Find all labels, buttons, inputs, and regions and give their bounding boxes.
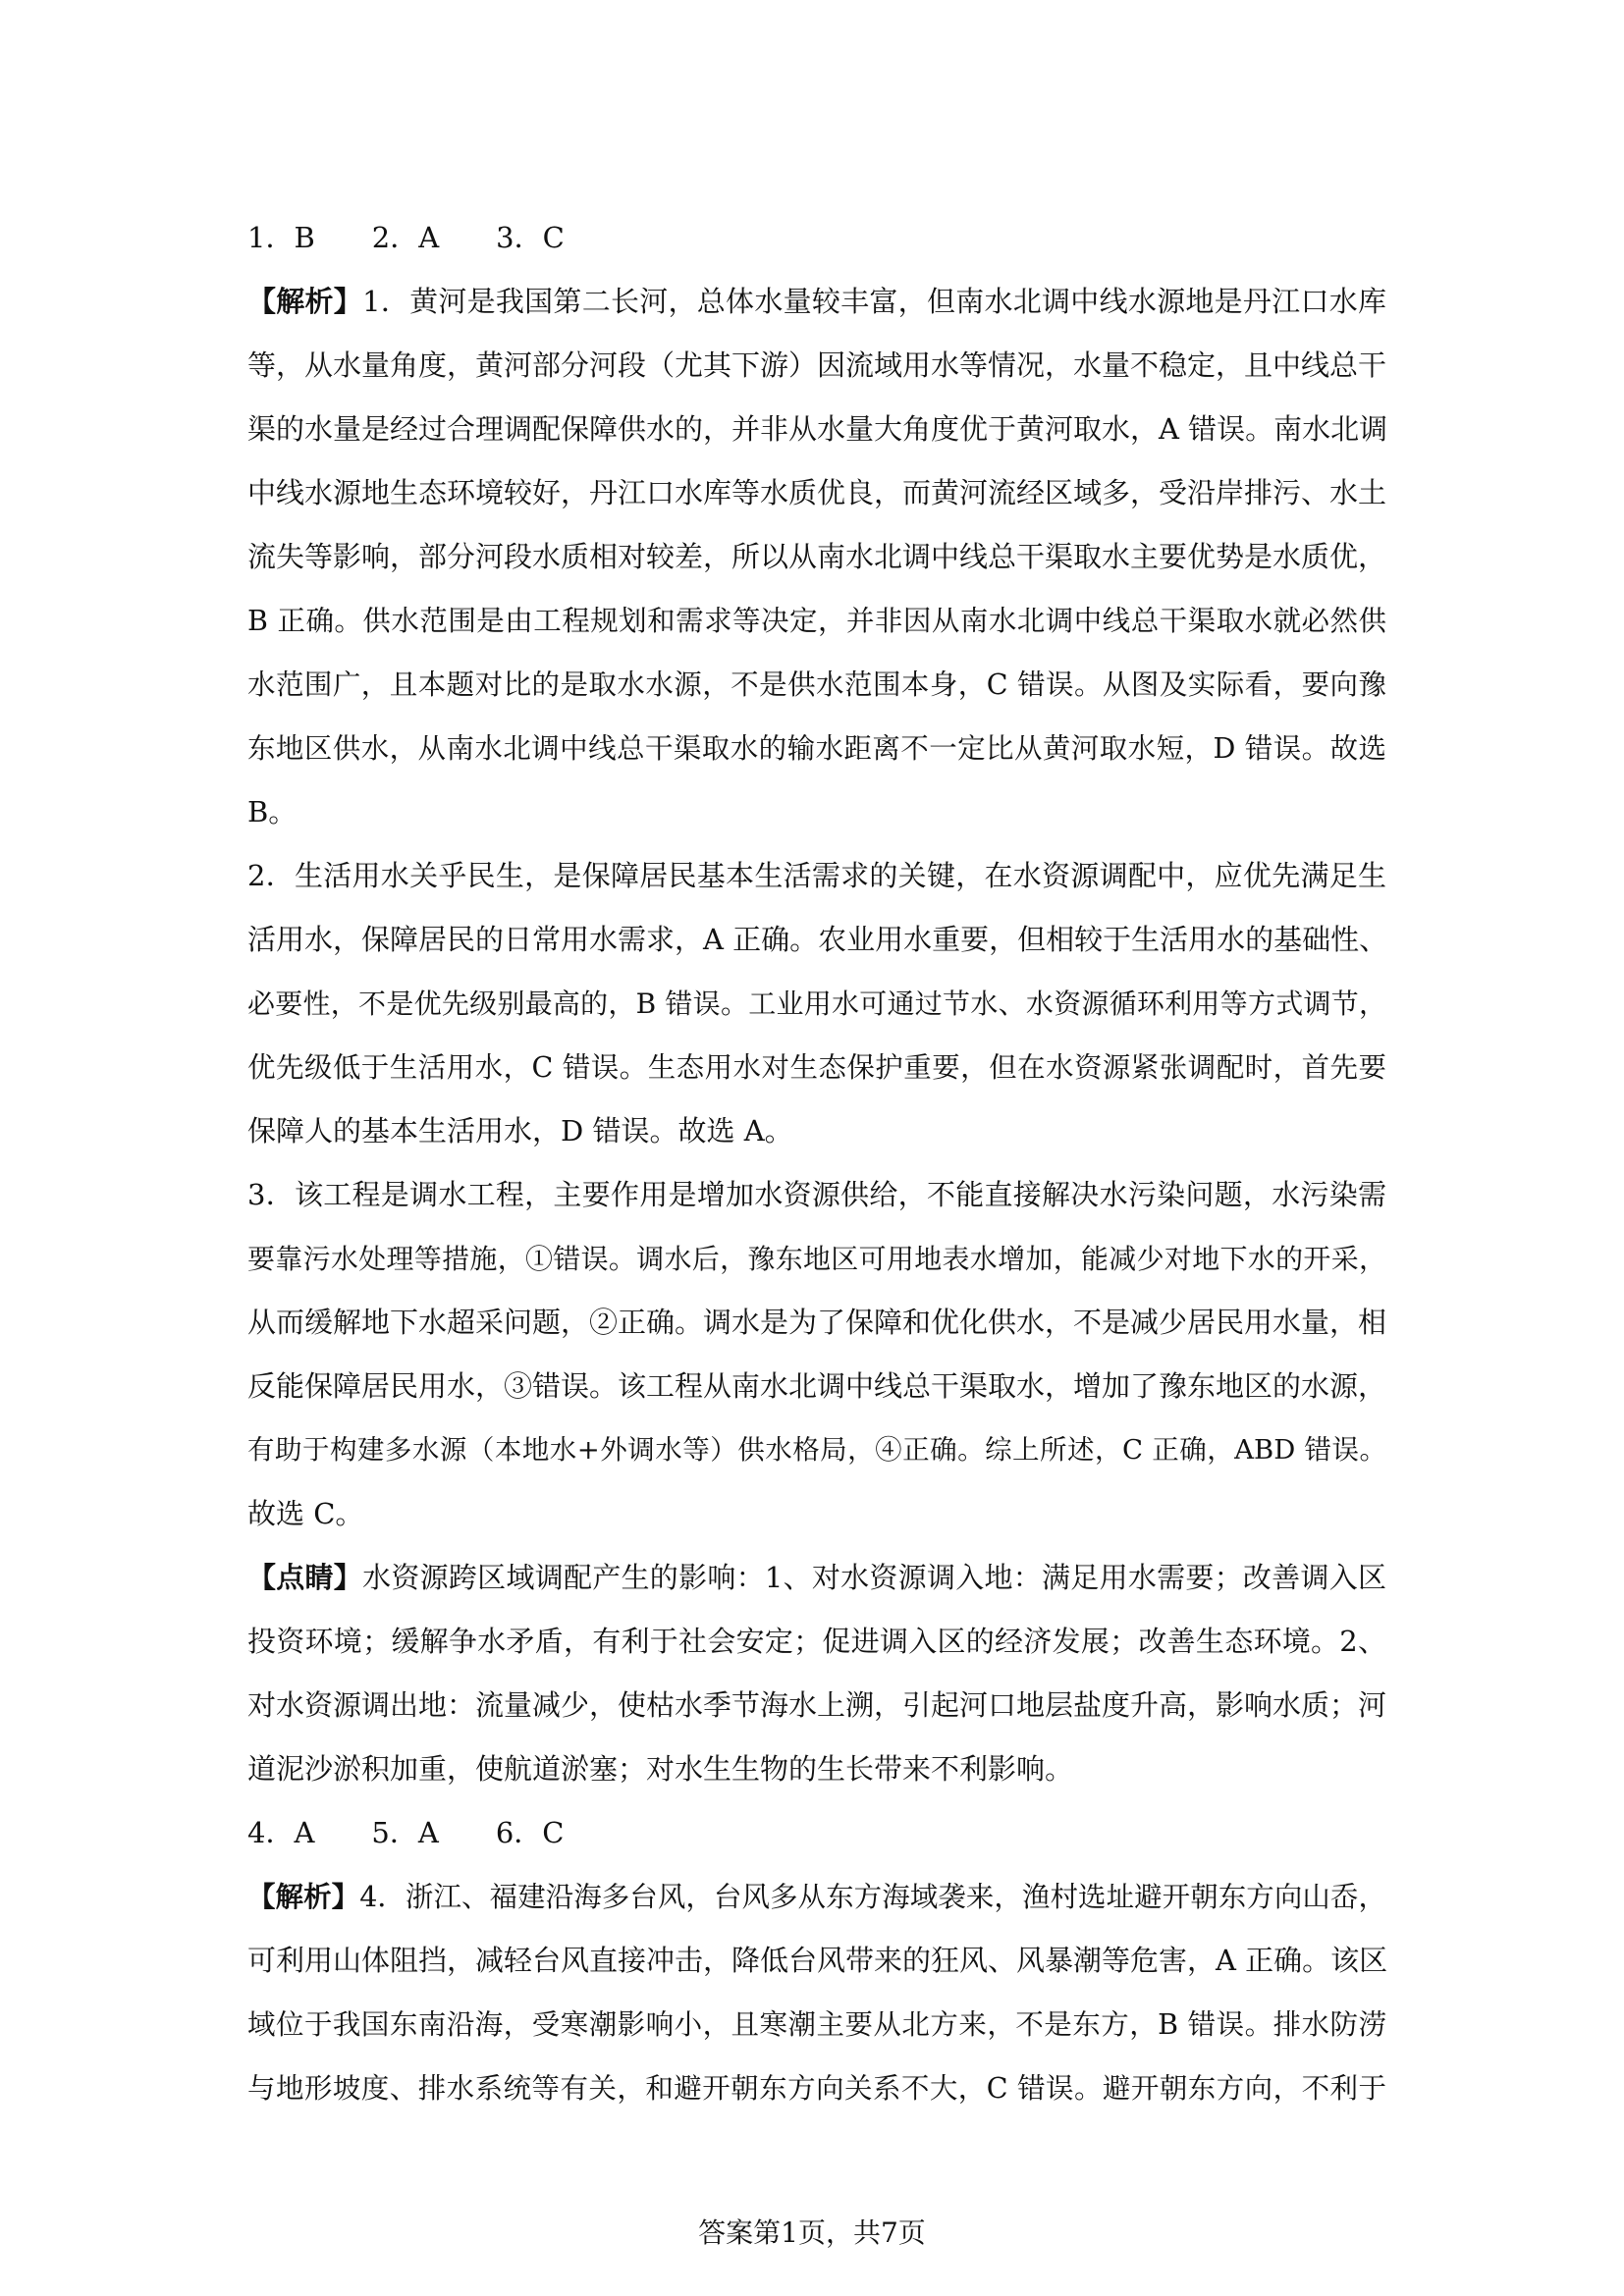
analysis-1-line: 等，从水量角度，黄河部分河段（尤其下游）因流域用水等情况，水量不稳定，且中线总干 — [247, 348, 1387, 382]
point-tag: 【点睛】 — [247, 1561, 363, 1594]
analysis-4-line: 域位于我国东南沿海，受寒潮影响小，且寒潮主要从北方来，不是东方，B 错误。排水防涝 — [247, 2008, 1386, 2041]
analysis-1-line: 渠的水量是经过合理调配保障供水的，并非从水量大角度优于黄河取水，A 错误。南水北调 — [247, 412, 1388, 446]
point-line: 道泥沙淤积加重，使航道淤塞；对水生生物的生长带来不利影响。 — [247, 1752, 1074, 1786]
analysis-3-line: 3．该工程是调水工程，主要作用是增加水资源供给，不能直接解决水污染问题，水污染需 — [247, 1178, 1386, 1211]
analysis-2-line: 保障人的基本生活用水，D 错误。故选 A。 — [247, 1114, 793, 1148]
analysis-2-line: 2．生活用水关乎民生，是保障居民基本生活需求的关键，在水资源调配中，应优先满足生 — [247, 859, 1386, 892]
answer-item: 4．A — [247, 1816, 315, 1849]
analysis-1-line: B 正确。供水范围是由工程规划和需求等决定，并非因从南水北调中线总干渠取水就必然供 — [247, 605, 1386, 637]
analysis-tag: 【解析】 — [247, 1880, 360, 1913]
page-footer: 答案第1页，共7页 — [698, 2216, 926, 2249]
analysis-2-line: 活用水，保障居民的日常用水需求，A 正确。农业用水重要，但相较于生活用水的基础性、 — [247, 923, 1388, 956]
point-line: 投资环境；缓解争水矛盾，有利于社会安定；促进调入区的经济发展；改善生态环境。2、 — [247, 1625, 1386, 1658]
analysis-tag: 【解析】 — [247, 285, 363, 318]
analysis-1-line: 东地区供水，从南水北调中线总干渠取水的输水距离不一定比从黄河取水短，D 错误。故选 — [247, 732, 1386, 765]
analysis-2-line: 必要性，不是优先级别最高的，B 错误。工业用水可通过节水、水资源循环利用等方式调节， — [247, 988, 1386, 1020]
analysis-3-line: 反能保障居民用水，③错误。该工程从南水北调中线总干渠取水，增加了豫东地区的水源， — [247, 1369, 1387, 1403]
answer-key-2 — [247, 1801, 1386, 1865]
analysis-1-line: 中线水源地生态环境较好，丹江口水库等水质优良，而黄河流经区域多，受沿岸排污、水土 — [247, 476, 1387, 509]
answer-item: 1．B — [247, 221, 315, 254]
answer-key-1 — [247, 206, 1386, 270]
analysis-4-line: 与地形坡度、排水系统等有关，和避开朝东方向关系不大，C 错误。避开朝东方向，不利于 — [247, 2072, 1386, 2105]
analysis-3-line: 从而缓解地下水超采问题，②正确。调水是为了保障和优化供水，不是减少居民用水量，相 — [247, 1306, 1387, 1339]
analysis-4-line: 可利用山体阻挡，减轻台风直接冲击，降低台风带来的狂风、风暴潮等危害，A 正确。该区 — [247, 1944, 1388, 1977]
analysis-text: 1．黄河是我国第二长河，总体水量较丰富，但南水北调中线水源地是丹江口水库 — [362, 285, 1386, 318]
analysis-1-line: 流失等影响，部分河段水质相对较差，所以从南水北调中线总干渠取水主要优势是水质优， — [247, 540, 1387, 573]
analysis-text: 4．浙江、福建沿海多台风，台风多从东方海域袭来，渔村选址避开朝东方向山岙， — [359, 1881, 1386, 1913]
answer-item: 5．A — [371, 1816, 439, 1849]
analysis-1-line: 水范围广，且本题对比的是取水水源，不是供水范围本身，C 错误。从图及实际看，要向豫 — [247, 668, 1386, 701]
answer-item: 2．A — [371, 221, 440, 254]
point-line — [247, 1546, 1386, 1610]
analysis-1-line: B。 — [247, 795, 298, 828]
answer-item: 6．C — [495, 1816, 565, 1849]
page-content — [247, 206, 1386, 2120]
answer-item: 3．C — [496, 221, 565, 254]
analysis-3-line: 有助于构建多水源（本地水+外调水等）供水格局，④正确。综上所述，C 正确，ABD 错误。 — [247, 1434, 1386, 1466]
point-line: 对水资源调出地：流量减少，使枯水季节海水上溯，引起河口地层盐度升高，影响水质；河 — [247, 1688, 1387, 1722]
point-text: 水资源跨区域调配产生的影响：1、对水资源调入地：满足用水需要；改善调入区 — [362, 1561, 1386, 1594]
analysis-4-line — [247, 1865, 1386, 1929]
analysis-3-line: 故选 C。 — [247, 1497, 364, 1530]
analysis-3-line: 要靠污水处理等措施，①错误。调水后，豫东地区可用地表水增加，能减少对地下水的开采， — [247, 1243, 1386, 1275]
analysis-2-line: 优先级低于生活用水，C 错误。生态用水对生态保护重要，但在水资源紧张调配时，首先要 — [247, 1051, 1386, 1084]
analysis-1-line — [247, 270, 1386, 334]
